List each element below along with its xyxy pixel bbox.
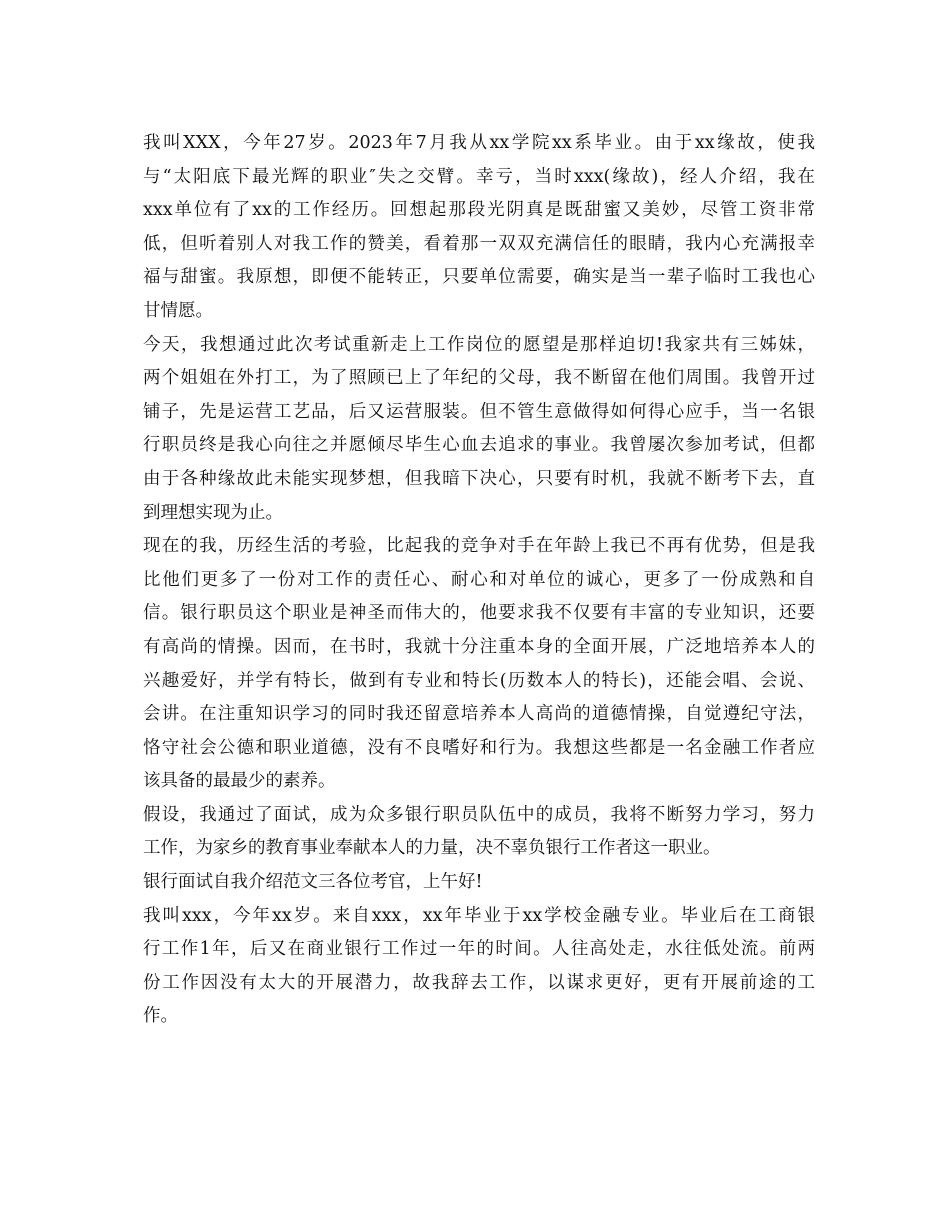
text-line: 信。银行职员这个职业是神圣而伟大的，他要求我不仅要有丰富的专业知识，还要 xyxy=(143,603,815,624)
text-line: 两个姐姐在外打工，为了照顾已上了年纪的父母，我不断留在他们周围。我曾开过 xyxy=(143,368,815,389)
text-line: 比他们更多了一份对工作的责任心、耐心和对单位的诚心，更多了一份成熟和自 xyxy=(143,569,815,590)
text-line: 行工作1年，后又在商业银行工作过一年的时间。人往高处走，水往低处流。前两 xyxy=(143,939,815,960)
text-line: 恪守社会公德和职业道德，没有不良嗜好和行为。我想这些都是一名金融工作者应 xyxy=(143,737,815,758)
text-line: 现在的我，历经生活的考验，比起我的竞争对手在年龄上我已不再有优势，但是我 xyxy=(143,536,815,557)
text-line: 甘情愿。 xyxy=(143,300,213,321)
text-line: xxx单位有了xx的工作经历。回想起那段光阴真是既甜蜜又美妙，尽管工资非常 xyxy=(143,200,815,221)
text-line: 会讲。在注重知识学习的同时我还留意培养本人高尚的道德情操，自觉遵纪守法， xyxy=(143,704,815,725)
text-line: 福与甜蜜。我原想，即便不能转正，只要单位需要，确实是当一辈子临时工我也心 xyxy=(143,267,815,288)
text-line: 今天，我想通过此次考试重新走上工作岗位的愿望是那样迫切!我家共有三姊妹， xyxy=(143,334,815,355)
text-line: 由于各种缘故此未能实现梦想，但我暗下决心，只要有时机，我就不断考下去，直 xyxy=(143,468,815,489)
document-body xyxy=(143,127,815,1034)
text-line: 我叫XXX，今年27岁。2023年7月我从xx学院xx系毕业。由于xx缘故，使我 xyxy=(143,133,815,153)
text-line: 该具备的最最少的素养。 xyxy=(143,771,336,792)
text-line: 工作，为家乡的教育事业奉献本人的力量，决不辜负银行工作者这一职业。 xyxy=(143,838,721,859)
text-line: 行职员终是我心向往之并愿倾尽毕生心血去追求的事业。我曾屡次参加考试，但都 xyxy=(143,435,815,456)
text-line: 银行面试自我介绍范文三各位考官，上午好! xyxy=(143,872,483,893)
text-line: 到理想实现为止。 xyxy=(143,502,283,523)
text-line: 铺子，先是运营工艺品，后又运营服装。但不管生意做得如何得心应手，当一名银 xyxy=(143,401,815,422)
text-line: 假设，我通过了面试，成为众多银行职员队伍中的成员，我将不断努力学习，努力 xyxy=(143,804,815,825)
text-line: 有高尚的情操。因而，在书时，我就十分注重本身的全面开展，广泛地培养本人的 xyxy=(143,636,815,657)
text-line: 与“太阳底下最光辉的职业″失之交臂。幸亏，当时xxx(缘故)，经人介绍，我在 xyxy=(143,166,815,187)
text-line: 作。 xyxy=(143,1006,178,1027)
text-line: 低，但听着别人对我工作的赞美，看着那一双双充满信任的眼睛，我内心充满报幸 xyxy=(143,233,815,254)
text-line: 我叫xxx，今年xx岁。来自xxx，xx年毕业于xx学校金融专业。毕业后在工商银 xyxy=(143,905,815,926)
text-line: 兴趣爱好，并学有特长，做到有专业和特长(历数本人的特长)，还能会唱、会说、 xyxy=(143,670,815,691)
text-line: 份工作因没有太大的开展潜力，故我辞去工作，以谋求更好，更有开展前途的工 xyxy=(143,972,815,993)
